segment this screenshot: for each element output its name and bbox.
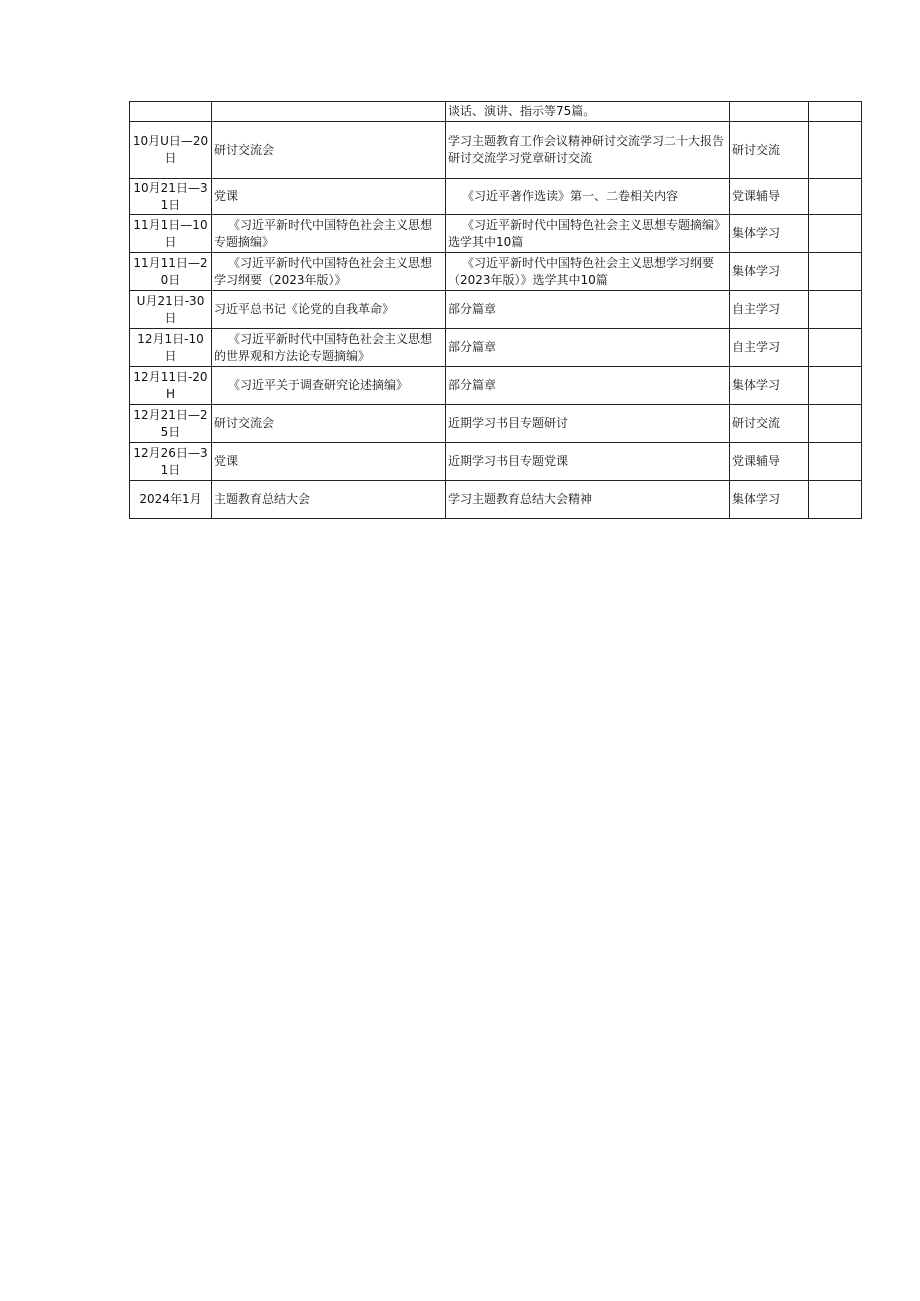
content-cell: 《习近平新时代中国特色社会主义思想学习纲要（2023年版）》 (212, 253, 446, 291)
date-cell: 12月1日-10日 (130, 329, 212, 367)
form-cell: 自主学习 (730, 291, 809, 329)
date-cell: U月21日-30日 (130, 291, 212, 329)
note-cell (809, 481, 862, 519)
form-cell: 自主学习 (730, 329, 809, 367)
form-cell: 党课辅导 (730, 443, 809, 481)
table-row (130, 481, 862, 519)
content-cell: 党课 (212, 179, 446, 215)
table-row (130, 405, 862, 443)
note-cell (809, 443, 862, 481)
topic-cell: 《习近平新时代中国特色社会主义思想学习纲要（2023年版）》选学其中10篇 (446, 253, 730, 291)
topic-cell: 《习近平新时代中国特色社会主义思想专题摘编》选学其中10篇 (446, 215, 730, 253)
table-row (130, 329, 862, 367)
date-cell: 10月U日—20日 (130, 122, 212, 179)
date-cell: 12月26日—31日 (130, 443, 212, 481)
content-cell: 习近平总书记《论党的自我革命》 (212, 291, 446, 329)
date-cell: 2024年1月 (130, 481, 212, 519)
table-row (130, 215, 862, 253)
form-cell: 集体学习 (730, 215, 809, 253)
content-cell: 党课 (212, 443, 446, 481)
note-cell (809, 122, 862, 179)
table-row (130, 253, 862, 291)
topic-cell: 《习近平著作选读》第一、二卷相关内容 (446, 179, 730, 215)
note-cell (809, 367, 862, 405)
content-cell: 《习近平新时代中国特色社会主义思想的世界观和方法论专题摘编》 (212, 329, 446, 367)
table-row (130, 367, 862, 405)
note-cell (809, 102, 862, 122)
topic-cell: 部分篇章 (446, 367, 730, 405)
note-cell (809, 253, 862, 291)
note-cell (809, 291, 862, 329)
note-cell (809, 329, 862, 367)
date-cell: 12月11日-20H (130, 367, 212, 405)
table-row (130, 291, 862, 329)
topic-cell: 近期学习书目专题研讨 (446, 405, 730, 443)
topic-cell: 部分篇章 (446, 329, 730, 367)
note-cell (809, 179, 862, 215)
form-cell: 集体学习 (730, 367, 809, 405)
note-cell (809, 405, 862, 443)
table-row (130, 443, 862, 481)
form-cell: 研讨交流 (730, 122, 809, 179)
date-cell: 11月11日—20日 (130, 253, 212, 291)
topic-cell: 部分篇章 (446, 291, 730, 329)
topic-cell: 学习主题教育工作会议精神研讨交流学习二十大报告研讨交流学习党章研讨交流 (446, 122, 730, 179)
table-row (130, 122, 862, 179)
study-schedule-table (129, 101, 862, 519)
date-cell: 11月1日—10日 (130, 215, 212, 253)
date-cell (130, 102, 212, 122)
content-cell: 《习近平关于调查研究论述摘编》 (212, 367, 446, 405)
form-cell (730, 102, 809, 122)
table-row (130, 179, 862, 215)
form-cell: 党课辅导 (730, 179, 809, 215)
form-cell: 集体学习 (730, 481, 809, 519)
form-cell: 研讨交流 (730, 405, 809, 443)
note-cell (809, 215, 862, 253)
topic-cell: 近期学习书目专题党课 (446, 443, 730, 481)
content-cell (212, 102, 446, 122)
content-cell: 主题教育总结大会 (212, 481, 446, 519)
content-cell: 研讨交流会 (212, 122, 446, 179)
content-cell: 研讨交流会 (212, 405, 446, 443)
date-cell: 10月21日—31日 (130, 179, 212, 215)
date-cell: 12月21日—25日 (130, 405, 212, 443)
topic-cell: 学习主题教育总结大会精神 (446, 481, 730, 519)
form-cell: 集体学习 (730, 253, 809, 291)
topic-cell: 谈话、演讲、指示等75篇。 (446, 102, 730, 122)
content-cell: 《习近平新时代中国特色社会主义思想专题摘编》 (212, 215, 446, 253)
table-row (130, 102, 862, 122)
